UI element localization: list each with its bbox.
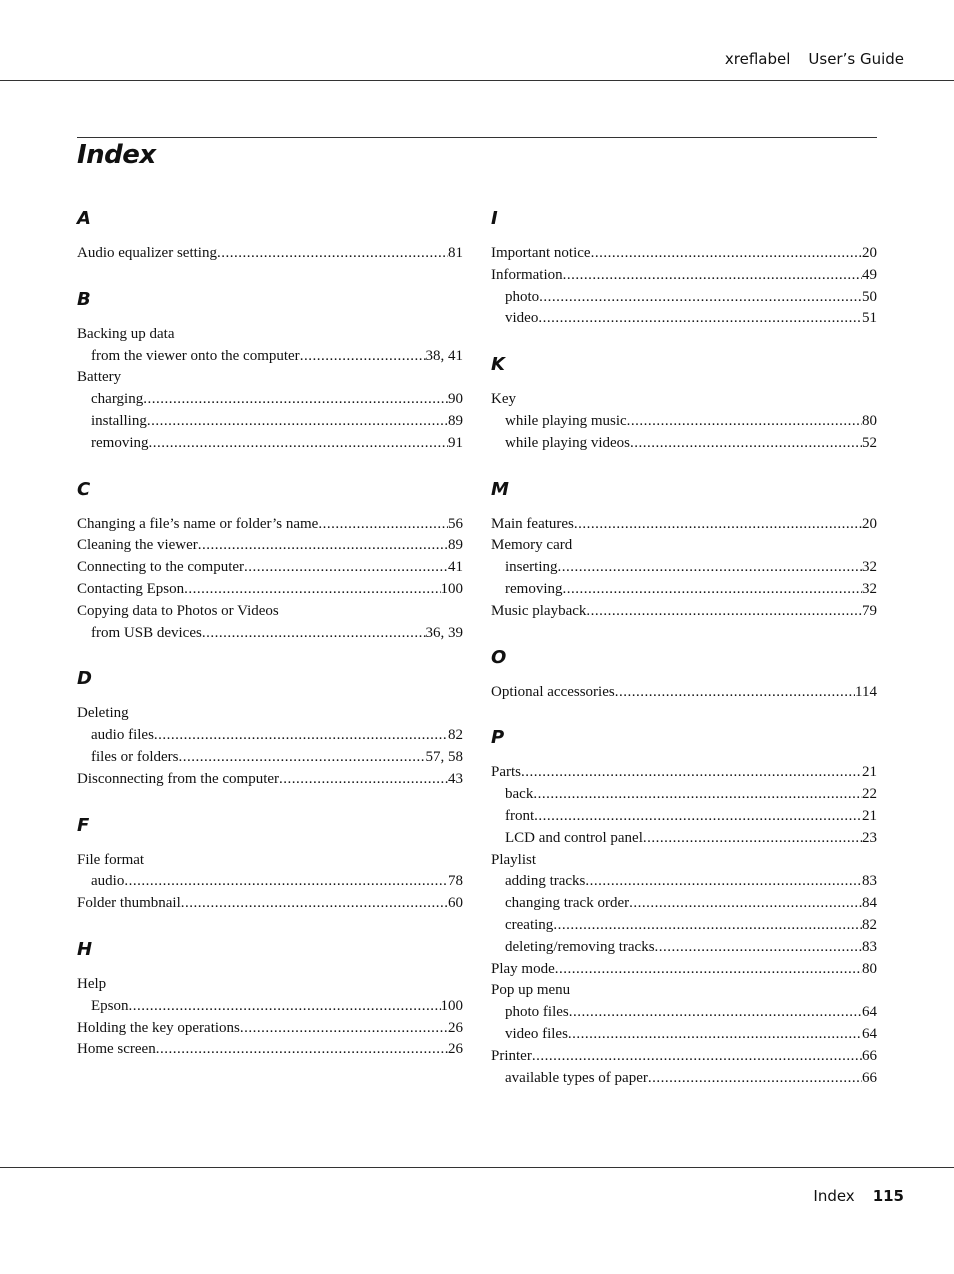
entry-term: creating (505, 916, 554, 933)
dot-leader (184, 579, 440, 601)
entry-term: files or folders (91, 748, 179, 765)
entry-page: 32 (862, 559, 877, 576)
dot-leader (202, 623, 426, 645)
entry-term: from the viewer onto the computer (91, 347, 300, 364)
dot-leader (630, 433, 862, 455)
dot-leader (585, 871, 862, 893)
dot-leader (300, 346, 426, 368)
index-section (77, 205, 463, 265)
entry-page: 100 (440, 997, 463, 1014)
entry-term: front (505, 807, 535, 824)
index-subentry (77, 389, 463, 411)
entry-term: deleting/removing tracks (505, 938, 655, 955)
dot-leader (586, 601, 862, 623)
entry-page: 66 (862, 1069, 877, 1086)
entry-term: Changing a file’s name or folder’s name (77, 515, 319, 532)
index-subentry (491, 871, 877, 893)
entry-term: Playlist (491, 851, 537, 868)
index-entry (77, 601, 463, 623)
entry-term: back (505, 786, 534, 803)
index-entry (491, 389, 877, 411)
entry-term: Copying data to Photos or Videos (77, 602, 279, 619)
entry-term: LCD and control panel (505, 829, 643, 846)
index-subentry (77, 433, 463, 455)
header-guide-title: User’s Guide (808, 50, 904, 68)
entry-page: 81 (448, 245, 463, 261)
dot-leader (178, 747, 425, 769)
entry-term: installing (91, 412, 147, 429)
index-subentry (491, 433, 877, 455)
index-section (77, 286, 463, 455)
entry-page: 51 (862, 310, 877, 327)
page-title: Index (77, 140, 156, 170)
index-subentry (491, 579, 877, 601)
index-subentry (491, 411, 877, 433)
index-entry (491, 850, 877, 872)
index-subentry (491, 1024, 877, 1046)
section-letter: K (491, 354, 505, 376)
index-entry (77, 974, 463, 996)
index-column-left (77, 205, 463, 1082)
dot-leader (555, 959, 862, 981)
dot-leader (643, 828, 862, 850)
entry-term: Printer (491, 1047, 532, 1064)
dot-leader (558, 557, 863, 579)
entry-term: from USB devices (91, 624, 202, 641)
entry-page: 23 (862, 829, 877, 846)
header-label: xreflabel (724, 50, 791, 68)
entry-term: changing track order (505, 895, 630, 912)
entry-term: Cleaning the viewer (77, 537, 198, 554)
entry-term: adding tracks (505, 873, 586, 890)
entry-term: audio (91, 873, 125, 890)
index-subentry (491, 1002, 877, 1024)
entry-page: 26 (448, 1019, 463, 1036)
entry-term: Audio equalizer setting (77, 245, 217, 261)
entry-page: 78 (448, 873, 463, 890)
index-subentry (491, 806, 877, 828)
dot-leader (538, 308, 862, 330)
entry-page: 82 (448, 727, 463, 744)
entry-term: Connecting to the computer (77, 559, 245, 576)
dot-leader (156, 1039, 448, 1061)
entry-page: 36, 39 (425, 624, 463, 641)
dot-leader (539, 287, 862, 309)
index-subentry (491, 784, 877, 806)
entry-page: 43 (448, 770, 463, 787)
index-entry (491, 535, 877, 557)
entry-term: Key (491, 391, 516, 408)
index-subentry (491, 937, 877, 959)
index-subentry (77, 411, 463, 433)
entry-page: 89 (448, 412, 463, 429)
running-header (725, 50, 904, 68)
entry-page: 64 (862, 1004, 877, 1021)
entry-term: Help (77, 975, 107, 992)
index-column-right (491, 205, 877, 1110)
index-section (77, 665, 463, 790)
index-subentry (491, 893, 877, 915)
entry-page: 38, 41 (425, 347, 463, 364)
entry-page: 50 (862, 288, 877, 305)
dot-leader (124, 871, 448, 893)
index-entry (77, 893, 463, 915)
index-entry (491, 243, 877, 265)
entry-term: available types of paper (505, 1069, 648, 1086)
index-subentry (77, 747, 463, 769)
index-entry (491, 682, 877, 704)
entry-page: 114 (855, 683, 877, 700)
dot-leader (279, 769, 448, 791)
entry-page: 83 (862, 873, 877, 890)
entry-page: 84 (862, 895, 877, 912)
entry-term: video files (505, 1025, 568, 1042)
index-entry (77, 703, 463, 725)
entry-term: File format (77, 851, 145, 868)
index-entry (491, 601, 877, 623)
dot-leader (569, 1002, 862, 1024)
index-section (491, 351, 877, 454)
dot-leader (534, 806, 862, 828)
entry-page: 80 (862, 960, 877, 977)
entry-term: charging (91, 391, 144, 408)
entry-term: inserting (505, 559, 558, 576)
index-entry (491, 762, 877, 784)
entry-page: 80 (862, 412, 877, 429)
entry-page: 20 (862, 245, 877, 261)
index-subentry (77, 725, 463, 747)
index-section (77, 476, 463, 645)
dot-leader (129, 996, 441, 1018)
section-letter: M (491, 478, 509, 500)
entry-term: Important notice (491, 245, 591, 261)
entry-page: 32 (862, 580, 877, 597)
index-entry (77, 367, 463, 389)
entry-page: 20 (862, 515, 877, 532)
entry-term: Parts (491, 764, 521, 781)
section-letter: O (491, 646, 507, 668)
entry-page: 79 (862, 602, 877, 619)
dot-leader (244, 557, 448, 579)
dot-leader (563, 579, 863, 601)
entry-term: Main features (491, 515, 574, 532)
index-entry (491, 980, 877, 1002)
dot-leader (629, 893, 862, 915)
entry-term: Memory card (491, 537, 573, 554)
dot-leader (149, 433, 449, 455)
entry-term: Battery (77, 369, 122, 386)
entry-page: 83 (862, 938, 877, 955)
index-entry (77, 514, 463, 536)
index-subentry (77, 623, 463, 645)
index-subentry (491, 915, 877, 937)
dot-leader (533, 784, 862, 806)
index-section (491, 724, 877, 1089)
section-letter: F (77, 814, 90, 836)
dot-leader (574, 514, 862, 536)
index-subentry (491, 308, 877, 330)
entry-page: 91 (448, 434, 463, 451)
dot-leader (568, 1024, 862, 1046)
dot-leader (627, 411, 862, 433)
footer-section: Index (813, 1187, 855, 1205)
dot-leader (553, 915, 862, 937)
entry-page: 21 (862, 807, 877, 824)
index-entry (491, 514, 877, 536)
entry-term: Music playback (491, 602, 587, 619)
index-entry (77, 769, 463, 791)
entry-term: Contacting Epson (77, 580, 185, 597)
entry-term: video (505, 310, 539, 327)
index-entry (77, 243, 463, 265)
dot-leader (240, 1018, 448, 1040)
index-subentry (491, 557, 877, 579)
header-divider (0, 80, 954, 81)
running-footer (813, 1187, 904, 1205)
entry-term: while playing videos (505, 434, 630, 451)
entry-term: Play mode (491, 960, 555, 977)
entry-page: 60 (448, 895, 463, 912)
entry-page: 57, 58 (425, 748, 463, 765)
entry-term: Folder thumbnail (77, 895, 181, 912)
dot-leader (154, 725, 448, 747)
dot-leader (198, 535, 448, 557)
dot-leader (655, 937, 862, 959)
section-letter: I (491, 208, 498, 229)
dot-leader (521, 762, 862, 784)
dot-leader (615, 682, 855, 704)
entry-term: Epson (91, 997, 129, 1014)
index-section (491, 205, 877, 330)
entry-page: 56 (448, 515, 463, 532)
entry-page: 66 (862, 1047, 877, 1064)
entry-page: 82 (862, 916, 877, 933)
index-subentry (77, 346, 463, 368)
index-section (77, 812, 463, 915)
index-entry (77, 324, 463, 346)
dot-leader (318, 514, 448, 536)
entry-term: removing (505, 580, 563, 597)
section-letter: C (77, 478, 91, 500)
index-entry (491, 1046, 877, 1068)
index-subentry (77, 996, 463, 1018)
page-number: 115 (872, 1187, 904, 1205)
entry-page: 26 (448, 1041, 463, 1058)
dot-leader (648, 1068, 862, 1090)
entry-page: 64 (862, 1025, 877, 1042)
dot-leader (563, 265, 862, 287)
entry-term: Backing up data (77, 325, 175, 342)
section-letter: P (491, 727, 505, 749)
section-letter: B (77, 288, 91, 310)
entry-term: Disconnecting from the computer (77, 770, 280, 787)
index-section (77, 936, 463, 1061)
index-entry (77, 579, 463, 601)
index-subentry (491, 1068, 877, 1090)
section-letter: H (77, 938, 93, 960)
entry-term: Optional accessories (491, 683, 615, 700)
index-entry (77, 557, 463, 579)
index-section (491, 476, 877, 623)
index-entry (77, 1039, 463, 1061)
entry-term: Holding the key operations (77, 1019, 240, 1036)
entry-page: 89 (448, 537, 463, 554)
entry-page: 90 (448, 391, 463, 408)
entry-term: photo files (505, 1004, 569, 1021)
index-section (491, 644, 877, 704)
entry-page: 41 (448, 559, 463, 576)
index-entry (77, 1018, 463, 1040)
entry-term: while playing music (505, 412, 627, 429)
title-divider (77, 137, 877, 138)
entry-page: 49 (862, 266, 877, 283)
entry-term: Information (491, 266, 563, 283)
entry-term: Deleting (77, 705, 129, 722)
entry-page: 21 (862, 764, 877, 781)
entry-page: 22 (862, 786, 877, 803)
dot-leader (143, 389, 448, 411)
entry-term: audio files (91, 727, 154, 744)
index-entry (77, 535, 463, 557)
section-letter: D (77, 668, 92, 690)
index-subentry (491, 828, 877, 850)
entry-term: Pop up menu (491, 982, 571, 999)
footer-divider (0, 1167, 954, 1168)
dot-leader (591, 243, 862, 265)
dot-leader (147, 411, 448, 433)
entry-term: photo (505, 288, 540, 305)
dot-leader (217, 243, 448, 265)
index-entry (77, 850, 463, 872)
entry-term: removing (91, 434, 149, 451)
entry-page: 52 (862, 434, 877, 451)
index-entry (491, 265, 877, 287)
entry-page: 100 (440, 580, 463, 597)
entry-term: Home screen (77, 1041, 156, 1058)
section-letter: A (77, 208, 91, 229)
dot-leader (532, 1046, 862, 1068)
index-subentry (491, 287, 877, 309)
index-entry (491, 959, 877, 981)
index-subentry (77, 871, 463, 893)
dot-leader (181, 893, 448, 915)
